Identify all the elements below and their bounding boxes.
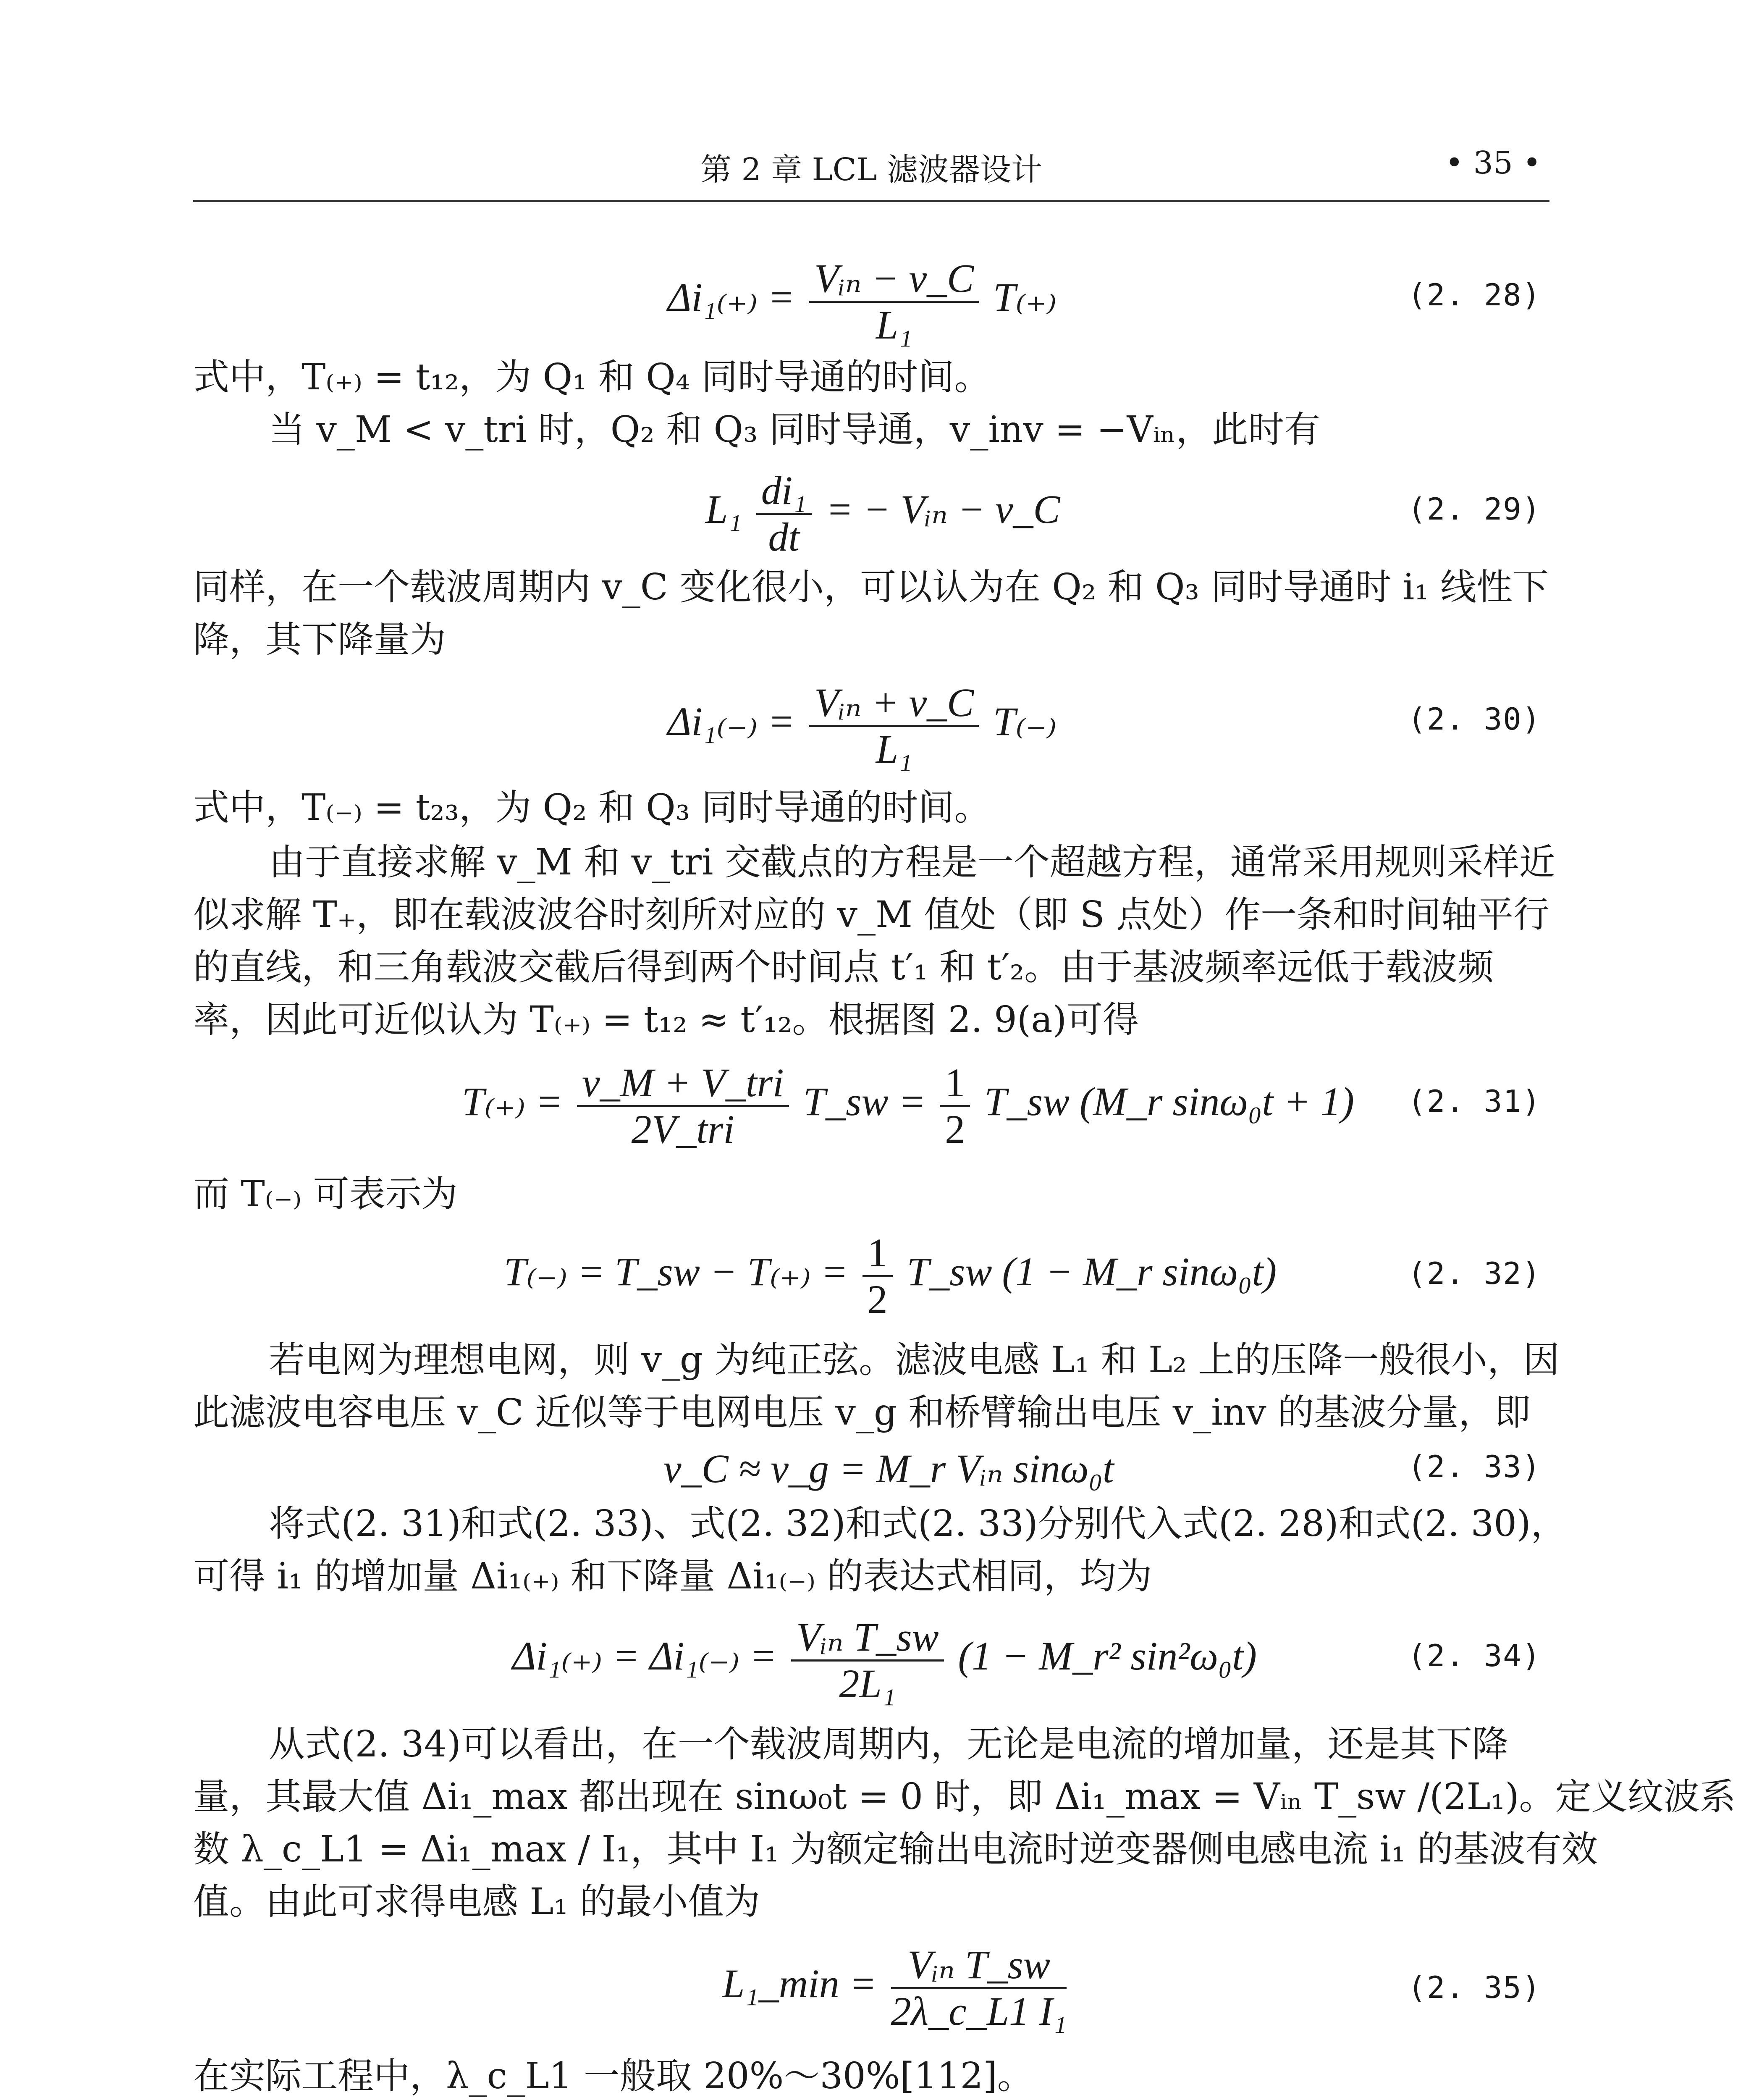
eq-lhs: L₁ bbox=[705, 487, 742, 532]
eq-numerator: Vᵢₙ T_sw bbox=[891, 1942, 1067, 1989]
paragraph-line: 可得 i₁ 的增加量 Δi₁₍₊₎ 和下降量 Δi₁₍₋₎ 的表达式相同，均为 bbox=[193, 1555, 1152, 1597]
paragraph-line: 而 T₍₋₎ 可表示为 bbox=[193, 1173, 458, 1215]
paragraph-line: 值。由此可求得电感 L₁ 的最小值为 bbox=[193, 1881, 760, 1923]
eq-tail: T₍₋₎ bbox=[993, 699, 1057, 744]
eq-denominator: 2λ_c_L1 I₁ bbox=[891, 1988, 1067, 2034]
equation-2-30 bbox=[193, 672, 1549, 773]
eq-denominator: 2V_tri bbox=[631, 1106, 735, 1152]
eq-lhs: T₍₋₎ = T_sw − T₍₊₎ = bbox=[504, 1249, 848, 1294]
paragraph-line: 将式(2. 31)和式(2. 33)、式(2. 32)和式(2. 33)分别代入式(2. 28)和式(2. 30)， bbox=[269, 1503, 1567, 1545]
paragraph-line: 同样，在一个载波周期内 v_C 变化很小，可以认为在 Q₂ 和 Q₃ 同时导通时 i₁ 线性下 bbox=[193, 566, 1549, 608]
equation-2-35 bbox=[193, 1936, 1549, 2041]
equation-number: (2. 29) bbox=[1408, 491, 1541, 527]
eq-fraction-half bbox=[940, 1060, 970, 1151]
eq-fraction bbox=[809, 256, 979, 347]
eq-denominator: L₁ bbox=[876, 302, 912, 347]
paragraph-line: 降，其下降量为 bbox=[193, 619, 446, 661]
paragraph-line: 率，因此可近似认为 T₍₊₎ = t₁₂ ≈ t′₁₂。根据图 2. 9(a)可得 bbox=[193, 999, 1139, 1041]
equation-number: (2. 32) bbox=[1408, 1256, 1541, 1291]
eq-numerator: di₁ bbox=[756, 468, 812, 515]
eq-lhs: Δi₁₍₊₎ = Δi₁₍₋₎ = bbox=[512, 1633, 777, 1679]
equation-number: (2. 34) bbox=[1408, 1638, 1541, 1673]
equation-2-34 bbox=[193, 1609, 1549, 1709]
equation-2-29 bbox=[193, 464, 1549, 559]
eq-numerator: v_M + V_tri bbox=[577, 1060, 789, 1107]
eq-tail: T₍₊₎ bbox=[993, 275, 1057, 320]
eq-denominator: 2L₁ bbox=[839, 1661, 896, 1706]
eq-tail: (1 − M_r² sin²ω₀t) bbox=[958, 1633, 1257, 1679]
equation-2-28 bbox=[193, 248, 1549, 349]
eq-fraction bbox=[791, 1615, 944, 1706]
eq-fraction bbox=[891, 1942, 1067, 2033]
equation-number: (2. 30) bbox=[1408, 701, 1541, 737]
paragraph-line: 此滤波电容电压 v_C 近似等于电网电压 v_g 和桥臂输出电压 v_inv 的基波分量，即 bbox=[193, 1391, 1531, 1433]
eq-numerator: 1 bbox=[863, 1231, 893, 1277]
eq-fraction bbox=[577, 1060, 789, 1151]
paragraph-line: 在实际工程中，λ_c_L1 一般取 20%～30%[112]。 bbox=[193, 2055, 1033, 2097]
equation-2-31 bbox=[193, 1054, 1549, 1155]
eq-denominator: 2 bbox=[945, 1106, 965, 1152]
equation-number: (2. 31) bbox=[1408, 1084, 1541, 1119]
eq-numerator: Vᵢₙ T_sw bbox=[791, 1615, 944, 1662]
paragraph-line: 量，其最大值 Δi₁_max 都出现在 sinω₀t = 0 时，即 Δi₁_max = Vᵢₙ T_sw /(2L₁)。定义纹波系 bbox=[193, 1776, 1736, 1818]
eq-fraction bbox=[809, 680, 979, 771]
paragraph-line: 由于直接求解 v_M 和 v_tri 交截点的方程是一个超越方程，通常采用规则采样近 bbox=[269, 841, 1555, 883]
paragraph-line: 从式(2. 34)可以看出，在一个载波周期内，无论是电流的增加量，还是其下降 bbox=[269, 1723, 1508, 1765]
paragraph-line: 若电网为理想电网，则 v_g 为纯正弦。滤波电感 L₁ 和 L₂ 上的压降一般很小，因 bbox=[269, 1339, 1560, 1381]
eq-tail: = − Vᵢₙ − v_C bbox=[826, 487, 1060, 532]
eq-denominator: 2 bbox=[867, 1276, 888, 1322]
eq-fraction bbox=[863, 1231, 893, 1321]
eq-numerator: 1 bbox=[940, 1060, 970, 1107]
eq-lhs: Δi₁₍₋₎ = bbox=[668, 699, 795, 744]
eq-lhs: T₍₊₎ = bbox=[462, 1079, 563, 1124]
eq-mid: T_sw = bbox=[803, 1079, 926, 1124]
paragraph-line: 似求解 T₊，即在载波波谷时刻所对应的 v_M 值处（即 S 点处）作一条和时间轴平行 bbox=[193, 894, 1549, 936]
equation-number: (2. 28) bbox=[1408, 277, 1541, 312]
eq-tail: T_sw (M_r sinω₀t + 1) bbox=[984, 1079, 1354, 1124]
header-rule bbox=[193, 200, 1549, 202]
eq-fraction bbox=[756, 468, 812, 559]
equation-number: (2. 35) bbox=[1408, 1970, 1541, 2005]
running-header bbox=[193, 145, 1549, 200]
eq-numerator: Vᵢₙ − v_C bbox=[809, 256, 979, 303]
paragraph-line: 的直线，和三角载波交截后得到两个时间点 t′₁ 和 t′₂。由于基波频率远低于载波频 bbox=[193, 946, 1494, 988]
paragraph-line: 数 λ_c_L1 = Δi₁_max / I₁，其中 I₁ 为额定输出电流时逆变器侧电感电流 i₁ 的基波有效 bbox=[193, 1828, 1598, 1870]
eq-lhs: Δi₁₍₊₎ = bbox=[668, 275, 795, 320]
chapter-title: 第 2 章 LCL 滤波器设计 bbox=[700, 152, 1043, 188]
paragraph-line: 式中，T₍₋₎ = t₂₃，为 Q₂ 和 Q₃ 同时导通的时间。 bbox=[193, 787, 991, 829]
paragraph-line: 当 v_M < v_tri 时，Q₂ 和 Q₃ 同时导通，v_inv = −Vᵢₙ，此时有 bbox=[269, 409, 1321, 451]
equation-2-32 bbox=[193, 1226, 1549, 1323]
eq-denominator: dt bbox=[768, 514, 800, 559]
eq-body: v_C ≈ v_g = M_r Vᵢₙ sinω₀t bbox=[663, 1446, 1114, 1491]
eq-lhs: L₁_min = bbox=[722, 1961, 877, 2006]
paragraph-line: 式中，T₍₊₎ = t₁₂，为 Q₁ 和 Q₄ 同时导通的时间。 bbox=[193, 356, 991, 398]
eq-numerator: Vᵢₙ + v_C bbox=[809, 680, 979, 727]
eq-tail: T_sw (1 − M_r sinω₀t) bbox=[907, 1249, 1277, 1294]
equation-number: (2. 33) bbox=[1408, 1449, 1541, 1484]
equation-2-33 bbox=[193, 1445, 1549, 1495]
eq-denominator: L₁ bbox=[876, 726, 912, 772]
page-number: • 35 • bbox=[1445, 145, 1541, 181]
